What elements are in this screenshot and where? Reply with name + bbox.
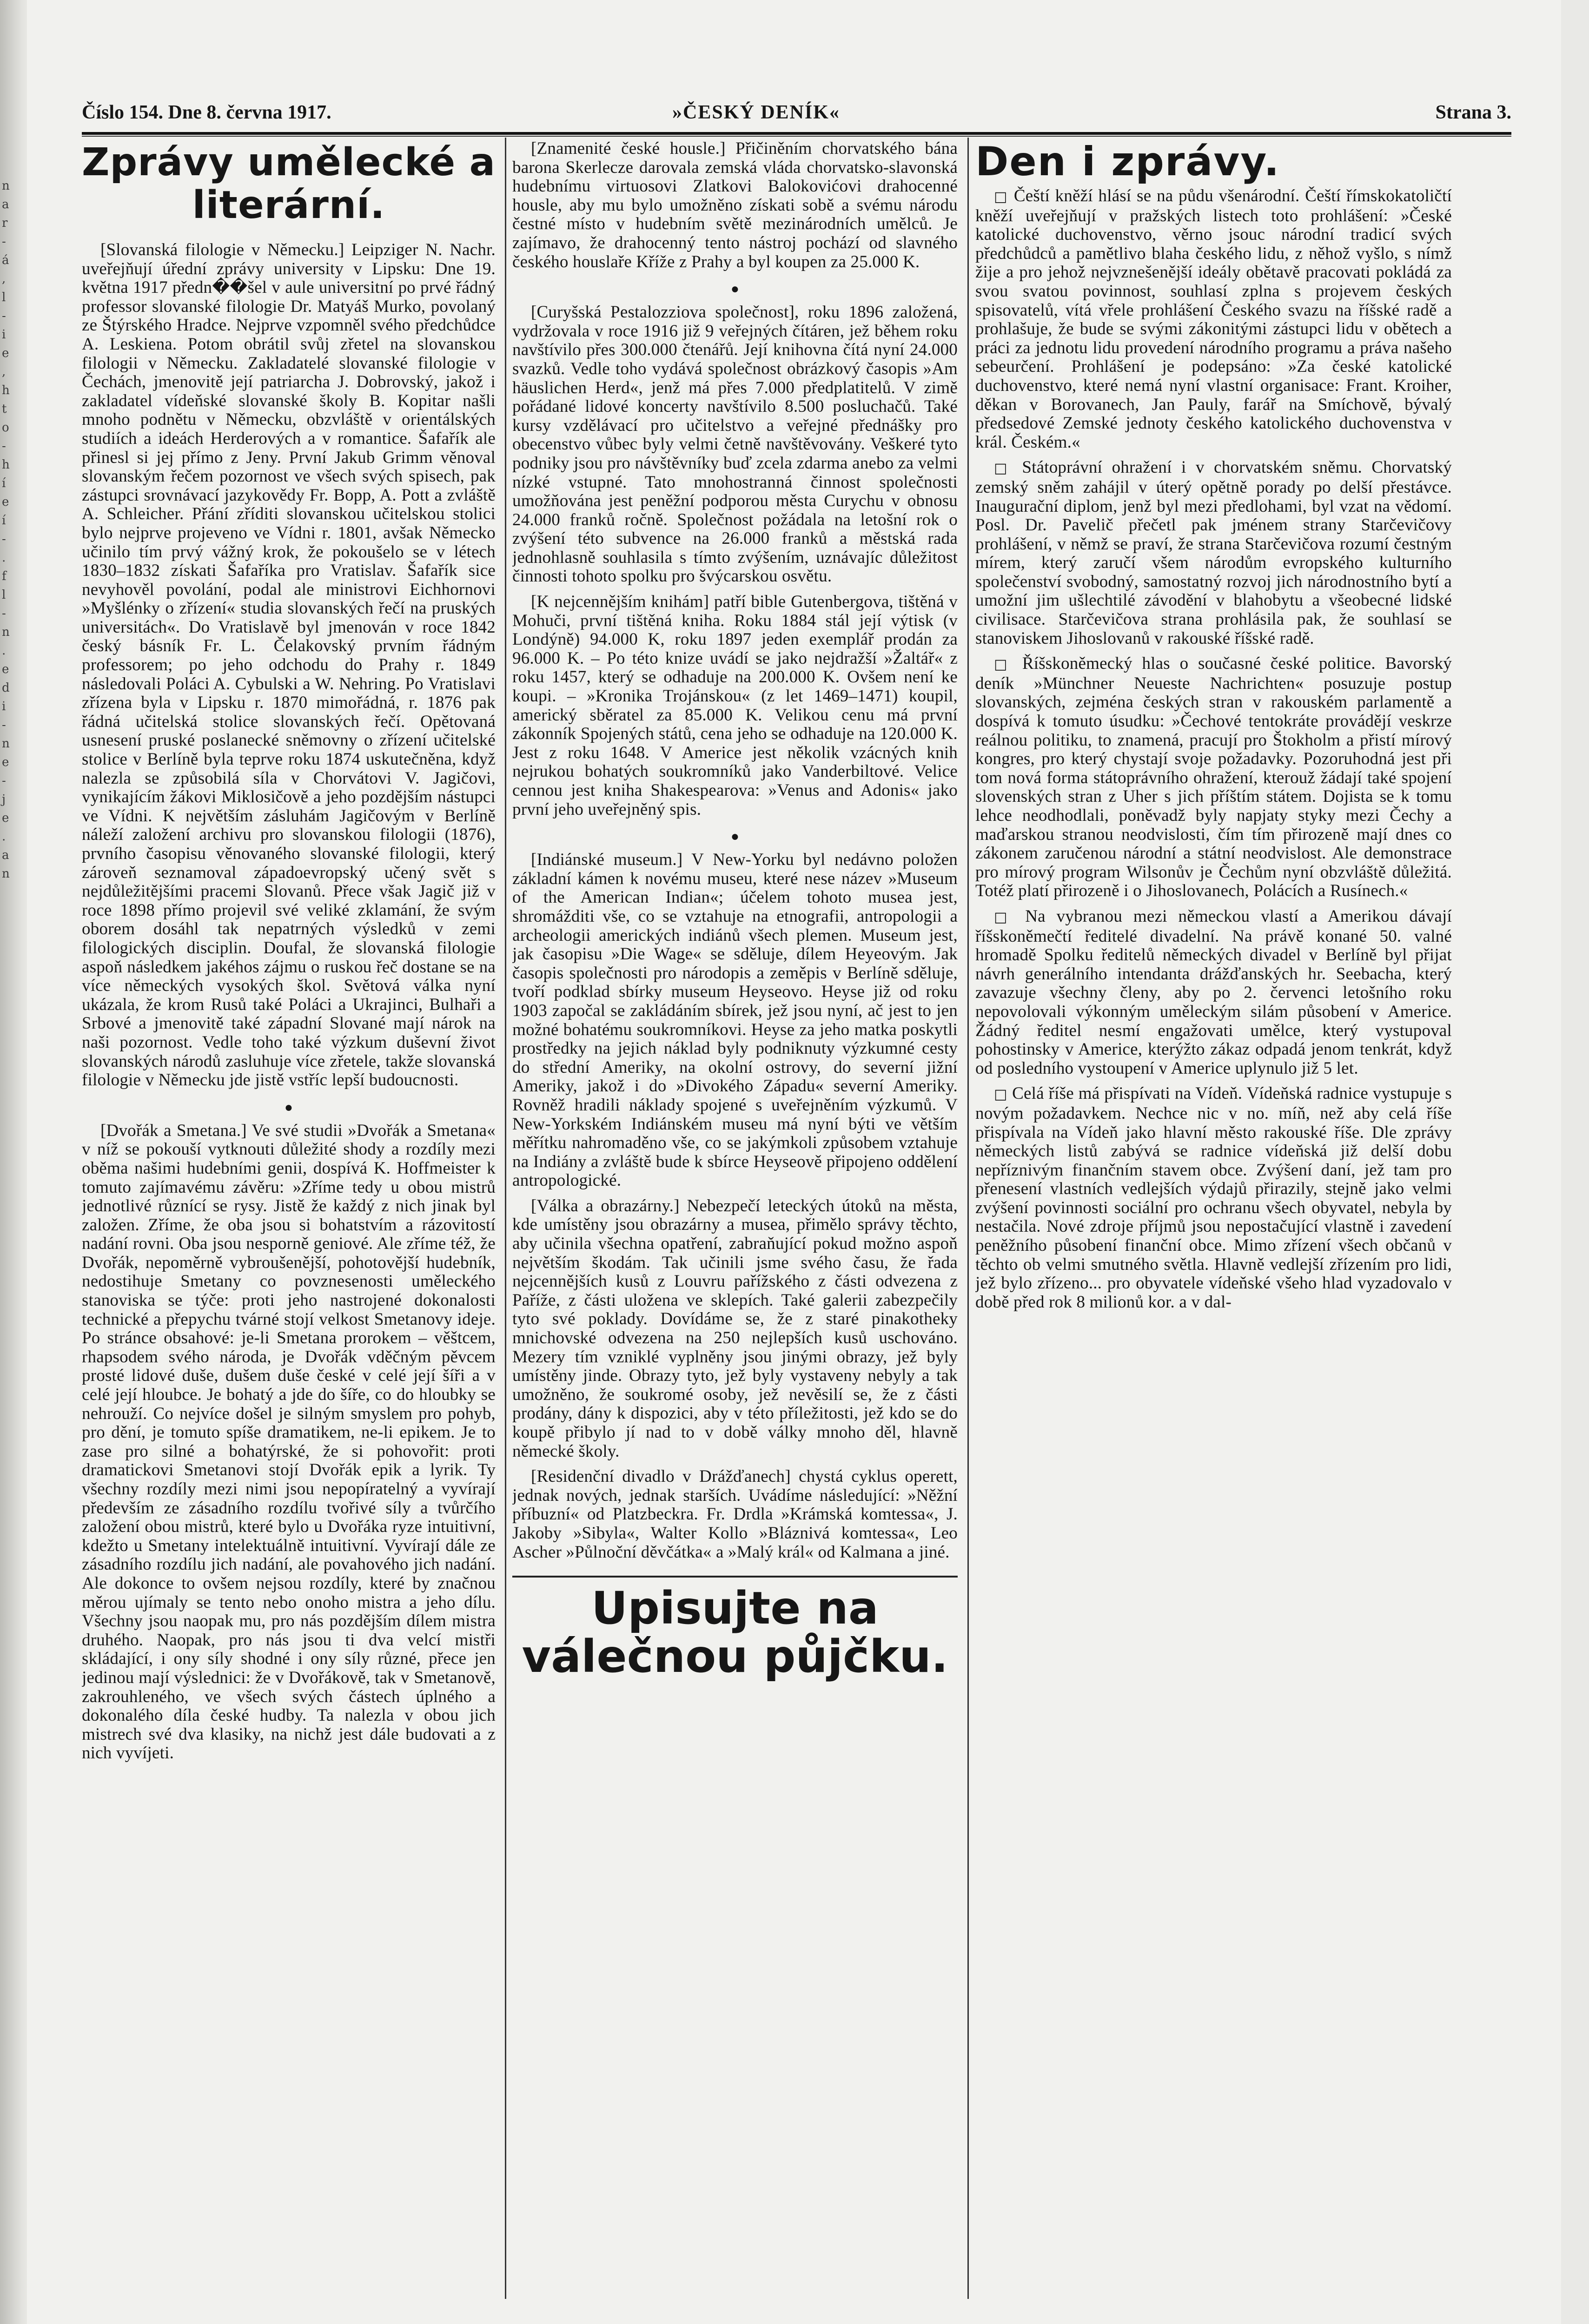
- bullet-square-icon: □: [994, 460, 1022, 477]
- article-czech-violin: [Znamenité české housle.] Přičiněním chorvatského bána barona Skerlecze darovala zemská vláda chorvatsko-slavonská hudebnímu virtuosovi Zlatkovi Balokovićovi drahocenné housle, aby mu bylo umožněno získati sobě a svému národu čestné místo v hudebním světě mezinárodních umělců. Je zajímavo, že drahocenný tento nástroj pochází od slavného českého houslaře Kříže z Prahy a byl koupen za 25.000 K.: [512, 139, 958, 271]
- article-croatian-diet: □ Státoprávní ohražení i v chorvatském sněmu. Chorvatský zemský sněm zahájil v úterý opětně porady po delší přestávce. Inaugurační diplom, jenž byl mezi předlohami, byl vzat na vědomí. Posl. Dr. Pavelič přečetl pak jménem strany Starčevičovy prohlášení, v němž se praví, že strana Starčevičova rozumí čestným mírem, který zaručí všem národům evropského kulturního společenství svobodný, samostatný rozvoj jich národnostního bytí a umožní jim ušlechtilé závodění v blahobytu a všeobecné lidské civilisace. Starčevičova strana prohlásila pak, že souhlasí se stanoviskem Jihoslovanů v rakouské říšské radě.: [975, 458, 1452, 648]
- page-number: Strana 3.: [1435, 102, 1511, 123]
- newspaper-name: »ČESKÝ DENÍK«: [672, 102, 840, 123]
- column-3: [975, 139, 1452, 2315]
- section-title-art-literature: Zprávy umělecké a literární.: [82, 140, 496, 227]
- column-divider-1: [505, 138, 506, 2299]
- article-separator: ●: [284, 1099, 293, 1115]
- column-divider-2: [967, 138, 969, 2299]
- article-vienna-finance: □ Celá říše má přispívati na Vídeň. Vídeňská radnice vystupuje s novým požadavkem. Nechce nic v no. míň, než aby celá říše přispívala na Vídeň jako hlavní město rakouské říše. Dle zprávy německých listů zabývá se radnice vídeňská již delší dobu nepříznivým finančním stavem obce. Zvýšení daní, jež tam pro přenesení vlastních vedlejších výdajů přirazily, stejně jako velmi zvýšení povinnosti sociální pro ochranu všech obyvatel, nebyla by nestačila. Nové zdroje příjmů jsou nepostačující vlastně i zavedení peněžního působení finanční obce. Mimo zřízení všech občanů v těchto ob velmi smutného světla. Hlavně vedlejší zřízením pro lidi, jež bylo zřízeno... pro obyvatele vídeňské všeho hlad vyzadovalo v době před rok 8 milionů kor. a v dal-: [975, 1084, 1452, 1312]
- article-valuable-books: [K nejcennějším knihám] patří bible Gutenbergova, tištěná v Mohuči, první tištěná kniha. Roku 1884 stál její výtisk (v Londýně) 94.000 K, roku 1897 jeden exemplář prodán za 96.000 K. – Po této knize uvádí se jako nejdražší »Žaltář« z roku 1457, který se odhaduje na 200.000 K. Ovšem není ke koupi. – »Kronika Trojánskou« (z let 1469–1471) koupil, americký sběratel za 85.000 K. Velikou cenu má první zákonník Spojených států, cena jeho se odhaduje na 120.000 K. Jest z roku 1648. V Americe jest několik vzácných knih nejrukou bohatých soukromníků jako Vanderbiltové. Velice cennou jest kniha Shakespearova: »Venus and Adonis« jako první jeho uveřejněný spis.: [512, 592, 958, 819]
- article-war-galleries: [Válka a obrazárny.] Nebezpečí leteckých útoků na města, kde umístěny jsou obrazárny a musea, přimělo správy těchto, aby učinila všechna opatření, zabraňující pokud možno aspoň největším škodám. Tak učinili jsme svého času, že řada nejcennějších kusů z Louvru pařížského z části odvezena z Paříže, z části uložena ve sklepích. Také galerii zabezpečily tyto své poklady. Dovídáme se, že z staré pinakotheky mnichovské odvezena na 250 nejlepších kusů uschováno. Mezery tím vzniklé vyplněny jsou jinými obrazy, jež byly umístěny jinde. Obrazy tyto, jež byly vystaveny nebyly a tak umožněno, že soukromé osoby, jež nevěsilí se, že z části prodány, dány k dispozici, aby v této příležitosti, jež kdo se do koupě přibylo jí nad to v době války mnoho děl, hlavně německé školy.: [512, 1196, 958, 1461]
- article-pestalozzi-society: [Curyšská Pestalozziova společnost], roku 1896 založená, vydržovala v roce 1916 již 9 veřejných čítáren, jež během roku navštívilo přes 300.000 čtenářů. Její knihovna čítá nyní 24.000 svazků. Vedle toho vydává společnost obrázkový časopis »Am häuslichen Herd«, jenž má přes 7.000 předplatitelů. V zimě pořádané lidové koncerty navštívilo 8.500 posluchačů. Také kursy vzdělávací pro učitelstvo a veřejné přednášky pro obecenstvo vůbec byly velmi četně navštěvovány. Veškeré tyto podniky jsou pro návštěvníky buď zcela zdarma anebo za velmi nízké vstupné. Tato mnohostranná činnost společnosti umožňována jest peněžní podporou města Curychu v obnosu 24.000 franků ročně. Společnost požádala na letošní rok o zvýšení této subvence na 26.000 franků a městská rada jednohlasně souhlasila s tímto zvýšením, uznávajíc důležitost činnosti tohoto spolku pro švýcarskou osvětu.: [512, 303, 958, 586]
- war-loan-advertisement: Upisujte na válečnou půjčku.: [512, 1576, 958, 1681]
- article-separator: ●: [730, 829, 740, 845]
- article-indian-museum: [Indiánské museum.] V New-Yorku byl nedávno položen základní kámen k novému museu, které nese název »Museum of the American Indian«; účelem tohoto musea jest, shromážditi vše, co se vztahuje na etnografii, antropologii a archeologii amerických indiánů všech plemen. Museum jest, jak časopisu »Die Wage« se sděluje, dílem Heyeovým. Jak časopis společnosti pro národopis a zeměpis v Berlíně sděluje, tvoří podklad sbírky museum Heyseovo. Heyse již od roku 1903 započal se zakládáním sbírek, jež jsou nyní, ač jest to jen možné bohatému soukromníkovi. Heyse za jeho matka poskytli prostředky na jejich náklad byly podniknuty výzkumné cesty do střední Ameriky, na okolní ostrovy, do severní jižní Ameriky, jakož i do »Divokého Západu« severní Ameriky. Rovněž hradili náklady spojené s uveřejněním výzkumů. V New-Yorkském Indiánském museu má nyní býti ve větším měřítku nahromaděno vše, co se jakýmkoli způsobem vztahuje na Indiány a zvláště bude k sbírce Heyseově připojeno oddělení antropologické.: [512, 850, 958, 1190]
- page-header: [82, 101, 1511, 130]
- article-german-voice: □ Říšskoněmecký hlas o současné české politice. Bavorský deník »Münchner Neueste Nachrichten« posuzuje postup slovanských, zejména českých stran v rakouském parlamentě a dospívá k tomuto úsudku: »Čechové tentokráte provádějí veskrze reálnou politiku, to znamená, pracují pro Štokholm a přistí mírový kongres, pro který chystají svoje požadavky. Pozoruhodná jest při tom nová forma státoprávního ohražení, kterouž žádají také spojení slovenských stran z Uher s jich příštím státem. Dojista se k tomu lehce neodhodlali, poněvadž byly napjaty styky mezi Čechy a maďarskou stranou neodvislosti, čím tím přirozeně mají dnes co zákonem zaručenou národní a státní neodvislost. Ale demonstrace pro mírový program Wilsonův je Čechům nyní obzvláště důležitá. Totéž platí přirozeně i o Jihoslovanech, Polácích a Rusínech.«: [975, 654, 1452, 901]
- section-title-news: Den i zprávy.: [975, 139, 1280, 185]
- article-czech-priests: □ Čeští kněží hlásí se na půdu všenárodní. Čeští římskokatoličtí kněží uveřejňují v pražských listech toto prohlášení: »České katolické duchovenstvo, věrno jsouc národní tradicí svých předchůdců a pamětlivo blaha českého lidu, z něhož vyšlo, s nímž žije a pro jehož nejvznešenější ideály obětavě pracovati pokládá za svou svatou povinnost, souhlasí zplna s projevem českých spisovatelů, vítá vřele prohlášení Českého svazu na říšské radě a prohlašuje, že bude se svými zákonitými zástupci lidu v obětech a práci za jednotu lidu provedení národního programu a práva našeho sebeurčení. Prohlášení je podepsáno: »Za české katolické duchovenstvo, které nemá nyní vlastní organisace: Frant. Kroiher, děkan v Borovanech, Jan Pauly, farář na Smíchově, bývalý předsedové Zemské jednoty českého katolického duchovenstva v král. Českém.«: [975, 186, 1452, 452]
- bullet-square-icon: □: [994, 1086, 1013, 1103]
- adjacent-page-fragment: n a r - á , l - i e , h t o - h í e í - . f l - n . e d i - n e - j e . a n: [2, 179, 10, 881]
- article-separator: ●: [730, 281, 740, 297]
- article-slavic-philology: [Slovanská filologie v Německu.] Leipziger N. Nachr. uveřejňují úřední zprávy university v Lipsku: Dne 19. května 1917 předn��šel v aule universitní po prvé řádný professor slovanské filologie Dr. Matyáš Murko, povolaný ze Štýrského Hradce. Nejprve vzpomněl svého předchůdce A. Leskiena. Potom obrátil svůj zřetel na slovanskou filologii v Německu. Zakladatelé slovanské filologie v Čechách, jmenovitě její patriarcha J. Dobrovský, jakož i zakladatel vídeňské slovanské školy B. Kopitar našli mnoho podnětu v Německu, obzvláště v orientálských studiích a ideách Herderových a v romantice. Šafařík ale přinesl si jej přímo z Jeny. První Jakub Grimm věnoval slovanským řečem pozornost ve všech svých spisech, pak zástupci srovnávací jazykovědy Fr. Bopp, A. Pott a zvláště A. Schleicher. Přání zříditi slovanskou učitelskou stolici bylo nejprve projeveno ve Vídni r. 1801, avšak Německo učinilo tím prvý vážný krok, že pokoušelo se v létech 1830–1832 získati Šafaříka pro Vratislav. Šafařík sice nevyhověl povolání, podal ale ministrovi Eichhornovi »Myšlénky o zřízení« studia slovanských řečí na pruských universitách«. Do Vratislavě byl jmenován v roce 1842 český básník Fr. L. Čelakovský prvním řádným professorem; po jeho odchodu do Prahy r. 1849 následovali Poláci A. Cybulski a W. Nehring. Po Vratislavi zřízena byla v Lipsku r. 1870 mimořádná, r. 1876 pak řádná učitelská stolice slovanských řečí. Opětovaná usnesení pruské poslanecké sněmovny o zřízení učitelské stolice v Berlíně byla teprve roku 1874 uskutečněna, když nalezla se způsobilá síla v Chorvátovi V. Jagičovi, vynikajícím žákovi Miklosičově a jeho pozdějším nástupci ve Vídni. K největším zásluhám Jagičovým v Berlíně náleží založení archivu pro slovanskou filologii (1876), prvního časopisu věnovaného slovanské filologii, který zároveň seznamoval západoevropský učený svět s nejdůležitějšími pracemi Slovanů. Přece však Jagič již v roce 1898 přímo projevil své veliké zklamání, že svým oborem dosáhl tak nepatrných výsledků v zemi filologických disciplin. Doufal, že slovanská filologie aspoň následkem jakéhos zájmu o ruskou řeč dostane se na více německých vysokých škol. Světová válka nyní ukázala, že krom Rusů také Poláci a Ukrajinci, Bulhaři a Srbové a jmenovitě také západní Slované mají nárok na naši pozornost. Vedle toho také výzkum duševní život slovanských národů zasluhuje více zřetele, takže slovanská filologie v Německu jde jistě vstříc lepší budoucnosti.: [82, 240, 496, 1090]
- article-dvorak-smetana: [Dvořák a Smetana.] Ve své studii »Dvořák a Smetana« v níž se pokouší vytknouti důležité shody a rozdíly mezi oběma našimi hudebními genii, dospívá K. Hoffmeister k tomuto zajímavému závěru: »Zříme tedy u obou mistrů jednotlivé různící se rysy. Jistě že každý z nich jinak byl založen. Zříme, že oba jsou si bohatstvím a rázovitostí nadání rovni. Oba jsou nesporně geniové. Ale zříme též, že Dvořák, nepoměrně vybroušenější, pohotovější hudebník, nedostihuje Smetany co povznesenosti uměleckého stanoviska se týče: proti jeho nastrojené dokonalosti technické a přepychu tvárné stojí velkost Smetanovy ideje. Po stránce obsahové: je-li Smetana prorokem – věštcem, rhapsodem svého národa, je Dvořák vděčným pěvcem prosté lidové duše, dušem duše české v celé její šíři a v celé její hloubce. Je bohatý a jde do šíře, co do hloubky se nehrouží. Co nejvíce došel je silným smyslem pro pohyb, pro dění, je tomuto spíše dramatikem, ne-li epikem. Je to zase pro silné a bohatýrské, že si pohovořit: proti dramatickovi Smetanovi stojí Dvořák epik a lyrik. Ty všechny rozdíly mezi nimi jsou nepopíratelný a vyvírají především ze zásadního rozdílu tvořivé síly a tvůrčího založení obou mistrů, které bylo u Dvořáka ryze intuitivní, kdežto u Smetany intelektuálně intuitivní. Vyvírají dále ze zásadního rozdílu jich nadání, ale povahového jich nadání. Ale dokonce to ovšem nejsou rozdíly, které by značnou měrou ujímaly se tento nebo onoho mistra a jeho dílu. Všechny jsou naopak mu, pro nás pozdějším dílem mistra druhého. Naopak, pro nás jsou ti dva velcí mistři skládající, i ony síly shodné i ony síly různé, přece jen jedinou mají výslednici: že v Dvořákově, tak v Smetanově, zakrouhleného, ve všech svých částech úplného a dokonalého díla české hudby. Ta nalezla v obou jich mistrech své dva klasiky, na nichž jest dále budovati a z nich vyvíjeti.: [82, 1121, 496, 1763]
- issue-date: Číslo 154. Dne 8. června 1917.: [82, 102, 331, 123]
- column-1: [82, 139, 496, 2315]
- bullet-square-icon: □: [994, 189, 1014, 205]
- article-theatre-directors: □ Na vybranou mezi německou vlastí a Amerikou dávají říšskoněmečtí ředitelé divadelní. Na právě konané 50. valné hromadě Spolku ředitelů německých divadel v Berlíně byl přijat návrh generálního intendanta drážďanských hr. Seebacha, který zavazuje všechny členy, aby po 2. červenci letošního roku nepovolovali výkonným uměleckým silám působení v Americe. Žádný ředitel nesmí engažovati umělce, který vystupoval pohostinsky v Americe, kterýžto zákaz odpadá jenom tenkrát, když od posledního vystoupení v Americe uplynulo již 5 let.: [975, 906, 1452, 1078]
- header-rule-thin: [82, 136, 1511, 137]
- column-2: [512, 139, 958, 2315]
- bullet-square-icon: □: [994, 909, 1026, 925]
- article-residence-theatre: [Residenční divadlo v Drážďanech] chystá cyklus operett, jednak nových, jednak starších. Uvádíme následující: »Něžní příbuzní« od Platzbeckra. Fr. Drdla »Krámská komtessa«, J. Jakoby »Sibyla«, Walter Kollo »Bláznivá komtessa«, Leo Ascher »Půlnoční děvčátka« a »Malý král« od Kalmana a jiné.: [512, 1467, 958, 1562]
- header-rule: [82, 132, 1511, 135]
- bullet-square-icon: □: [994, 656, 1022, 673]
